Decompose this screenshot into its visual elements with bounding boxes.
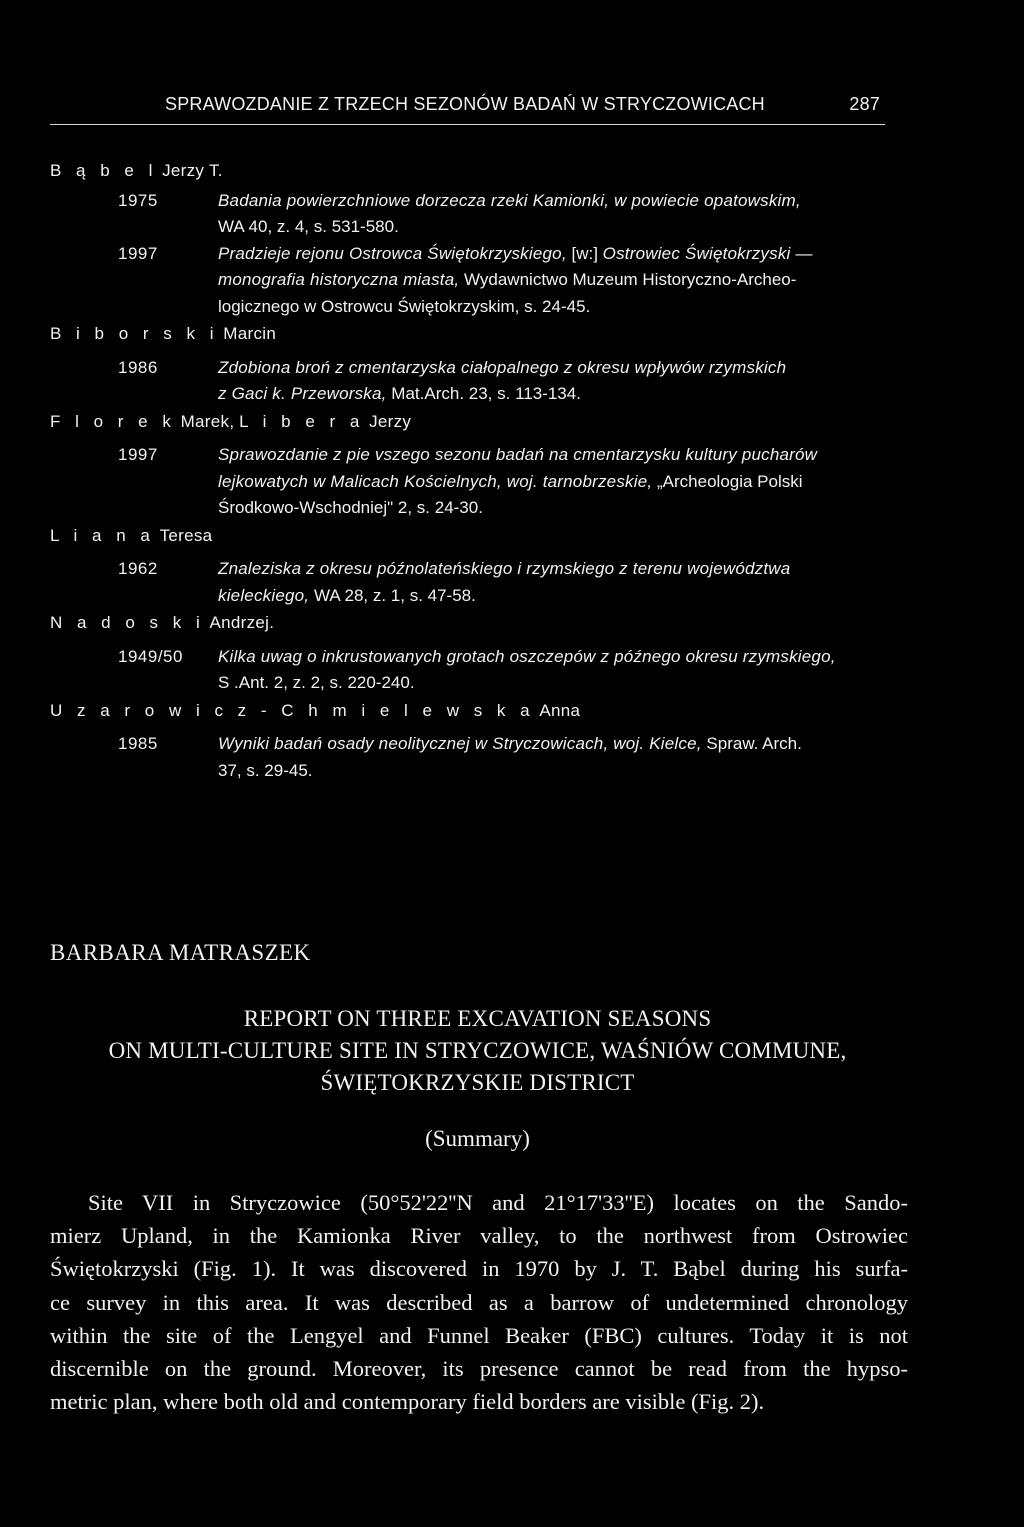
summary-author: BARBARA MATRASZEK (50, 940, 311, 965)
summary-title-line: REPORT ON THREE EXCAVATION SEASONS (243, 1006, 712, 1031)
summary-label: (Summary) (425, 1126, 530, 1151)
bibliography-author: L i a n a Teresa (50, 525, 213, 545)
bibliography (50, 158, 900, 784)
entry-year: 1962 (118, 559, 158, 578)
running-header (165, 94, 880, 118)
summary-title (50, 1003, 905, 1099)
bibliography-entry: 1986 Zdobiona broń z cmentarzyska ciałopalnego z okresu wpływów rzymskich z Gaci k. Przeworska, Mat.Arch. 23, s. 113-134. (50, 348, 900, 408)
bibliography-entry: 1997 Sprawozdanie z pie vszego sezonu badań na cmentarzysku kultury pucharów lejkowatych w Malicach Kościelnych, woj. tarnobrzeskie, „Archeologia Polski Środkowo-Wschodniej" 2, s. 24-30. (50, 435, 900, 522)
summary-line: Świętokrzyski (Fig. 1). It was discovered in 1970 by J. T. Bąbel during his surfa- (50, 1256, 908, 1282)
running-header-title: SPRAWOZDANIE Z TRZECH SEZONÓW BADAŃ W STRYCZOWICACH (165, 94, 765, 114)
entry-year: 1986 (118, 357, 158, 377)
bibliography-entry: 1985 Wyniki badań osady neolitycznej w Stryczowicach, woj. Kielce, Spraw. Arch. 37, s. 29-45. (50, 724, 900, 784)
entry-year: 1997 (118, 243, 158, 263)
bibliography-author: U z a r o w i c z - C h m i e l e w s k a Anna (50, 700, 581, 720)
summary-line: metric plan, where both old and contemporary field borders are visible (Fig. 2). (50, 1389, 765, 1415)
bibliography-entry: 1975 Badania powierzchniowe dorzecza rzeki Kamionki, w powiecie opatowskim, WA 40, z. 4, s. 531-580. (50, 185, 900, 241)
bibliography-entry: 1997 Pradzieje rejonu Ostrowca Świętokrzyskiego, [w:] Ostrowiec Świętokrzyski — monografia historyczna miasta, Wydawnictwo Muzeum Historyczno-Archeo- logicznego w Ostrowcu Świętokrzyskim, s. 24-45. (50, 241, 900, 321)
summary-line: ce survey in this area. It was described as a barrow of undetermined chronology (50, 1289, 908, 1315)
entry-year: 1997 (118, 445, 158, 464)
bibliography-author: N a d o s k i Andrzej. (50, 613, 275, 632)
summary-line: Site VII in Stryczowice (50°52'22''N and 21°17'33''E) locates on the Sando- (88, 1190, 908, 1215)
bibliography-author: B ą b e l Jerzy T. (50, 161, 223, 180)
page-number: 287 (849, 94, 880, 114)
summary-body (50, 1186, 908, 1418)
summary-title-line: ON MULTI-CULTURE SITE IN STRYCZOWICE, WAŚNIÓW COMMUNE, (108, 1038, 847, 1063)
bibliography-entry: 1962 Znaleziska z okresu późnolateńskiego i rzymskiego z terenu województwa kieleckiego, WA 28, z. 1, s. 47-58. (50, 549, 900, 609)
bibliography-entry: 1949/50 Kilka uwag o inkrustowanych grotach oszczepów z późnego okresu rzymskiego, S .Ant. 2, z. 2, s. 220-240. (50, 637, 900, 697)
bibliography-author: F l o r e k Marek, L i b e r a Jerzy (50, 411, 412, 431)
entry-year: 1975 (118, 190, 158, 210)
entry-year: 1949/50 (118, 646, 183, 666)
summary-line: mierz Upland, in the Kamionka River valley, to the northwest from Ostrowiec (50, 1223, 908, 1249)
bibliography-author: B i b o r s k i Marcin (50, 324, 277, 343)
summary-line: discernible on the ground. Moreover, its presence cannot be read from the hypso- (50, 1356, 908, 1382)
header-rule (50, 124, 885, 125)
summary-line: within the site of the Lengyel and Funnel Beaker (FBC) cultures. Today it is not (50, 1322, 908, 1348)
summary-title-line: ŚWIĘTOKRZYSKIE DISTRICT (320, 1070, 635, 1095)
entry-year: 1985 (118, 734, 158, 753)
